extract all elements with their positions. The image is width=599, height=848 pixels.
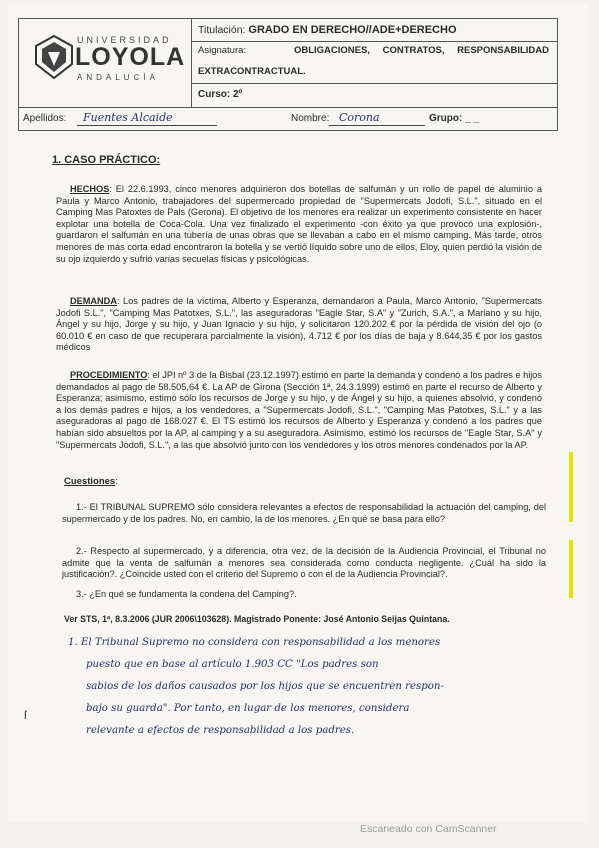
asignatura-value-line1: OBLIGACIONES, CONTRATOS, RESPONSABILIDAD: [293, 45, 549, 56]
asignatura-value-line2: EXTRACONTRACTUAL.: [198, 66, 306, 77]
grupo-label: Grupo: _ _: [429, 113, 480, 124]
university-logo: [19, 19, 192, 107]
hechos-text: : El 22.6.1993, cinco menores adquirieron dos botellas de salfumán y un rollo de papel de aluminio a Paula y Marco Antonio, trabajadores del supermercado propiedad de "Supermercats Jodofi, S.L.", situado en el Camping Mas Patoxtes de Pals (Gerona). El objetivo de los menores era realizar un experimento consistente en hacer explotar una botella de Coca-Cola. Una vez finalizado el experimento -con éxito ya que provocó una explosión-, guardaron el salfumán en una tubería de unas obras que se llevaban a cabo en el mismo camping. Más tarde, otros menores de más corta edad encontraron la botella y se vertió líquido sobre uno de ellos, Eloy, quien perdió la visión de su ojo izquierdo y sufrió varias secuelas físicas y psicológicas.: [56, 184, 542, 264]
demanda-paragraph: [56, 296, 542, 354]
titulacion-value: GRADO EN DERECHO//ADE+DERECHO: [248, 24, 457, 36]
question-3: 3.- ¿En qué se fundamenta la condena del Camping?.: [76, 589, 297, 599]
apellidos-underline: [77, 125, 217, 126]
cuestiones-label: Cuestiones: [64, 476, 116, 487]
demanda-text: : Los padres de la víctima, Alberto y Esperanza, demandaron a Paula, Marco Antonio, "Supermercats Jodofi S.L.", "Camping Mas Patotxes, S.L.", las aseguradoras "Eagle Star, S.A" y "Zurich, S.A.", a Mariano y su hijo, Ángel y su hijo, Jorge y su hijo, y Juan Ignacio y su hijo, y solicitaron 120.202 € por la pérdida de visión del ojo (o 60.010 € en caso de que recuperara parcialmente la visión), 4.712 € por los días de baja y 8.644,35 € por los gastos médicos: [56, 296, 542, 353]
procedimiento-label: PROCEDIMIENTO: [70, 370, 148, 380]
hechos-paragraph: [56, 184, 542, 265]
highlight-mark: [569, 452, 573, 522]
asignatura-row: [192, 41, 557, 84]
header-box: [18, 18, 558, 108]
answer-line: bajo su guarda". Por tanto, en lugar de los menores, considera: [86, 703, 410, 714]
demanda-label: DEMANDA: [70, 296, 117, 306]
margin-mark: ſ: [24, 708, 27, 722]
answer-line: relevante a efectos de responsabilidad a los padres.: [86, 725, 355, 736]
logo-text-bottom: ANDALUCÍA: [77, 73, 159, 82]
procedimiento-paragraph: [56, 370, 542, 451]
answer-line: sabios de los daños causados por los hijos que se encuentren respon-: [86, 681, 444, 692]
question-1: 1.- El TRIBUNAL SUPREMO sólo considera relevantes a efectos de responsabilidad la actuación del camping, del supermercado y de los padres. No, en cambio, la de los menores. ¿En qué se basa para ello?: [62, 502, 546, 524]
nombre-value[interactable]: Corona: [339, 111, 380, 124]
asignatura-label: Asignatura:: [198, 45, 247, 56]
curso-row: [192, 83, 557, 106]
apellidos-label: Apellidos:: [23, 113, 67, 124]
nombre-underline: [329, 125, 425, 126]
case-title: 1. CASO PRÁCTICO:: [52, 154, 161, 166]
highlight-mark: [569, 540, 573, 598]
hechos-label: HECHOS: [70, 184, 110, 194]
answer-line: puesto que en base al artículo 1.903 CC "Los padres son: [86, 659, 379, 670]
answer-line: 1. El Tribunal Supremo no considera con responsabilidad a los menores: [68, 637, 441, 648]
student-row: [18, 108, 558, 131]
titulacion-row: [192, 19, 557, 42]
logo-text-main: LOYOLA: [75, 43, 186, 71]
procedimiento-text: : el JPI nº 3 de la Bisbal (23.12.1997) estimó en parte la demanda y condenó a los padres e hijos demandados al pago de 58.505,64 €. La AP de Girona (Sección 1ª, 24.3.1999) estimó en parte el recurso de Alberto y Esperanza; asimismo, estimó sólo los recursos de Jorge y su hijo, y de Ángel y su hijo, a quienes absolvió, y condenó a los demás padres e hijos, a los vendedores, a "Supermercats Jodofi, S.L.", "Camping Mas Patotxes, S.L." y a las aseguradoras al pago de 168.027 €. El TS estimó los recursos de Alberto y Esperanza y condenó a los padres que habían sido absueltos por la AP, al camping y a su aseguradora. Asimismo, estimó los recursos de "Eagle Star, S.A" y "Supermercats Jodofi, S.L.", a las que absolvió junto con los vendedores y los otros menores condenados por la AP.: [56, 370, 542, 450]
curso-label: Curso: 2º: [198, 89, 243, 100]
header-info: [192, 19, 557, 107]
logo-emblem-icon: [34, 34, 74, 80]
titulacion-label: Titulación:: [198, 24, 246, 36]
reference-line: Ver STS, 1ª, 8.3.2006 (JUR 2006\103628). Magistrado Ponente: José Antonio Seijas Quintana.: [64, 614, 450, 624]
handwritten-answer[interactable]: [68, 632, 546, 742]
scanner-watermark: Escaneado con CamScanner: [360, 823, 497, 835]
logo-text-top: UNIVERSIDAD: [77, 35, 172, 45]
question-2: 2.- Respecto al supermercado, y a diferencia, otra vez, de la decisión de la Audiencia Provincial, el Tribunal no admite que la venta de salfumán a menores sea considerada como conducta negligente. ¿Cuál ha sido la justificación?. ¿Coincide usted con el criterio del Supremo o con el de la Audiencia Provincial?.: [62, 546, 546, 580]
nombre-label: Nombre:: [291, 113, 330, 124]
apellidos-value[interactable]: Fuentes Alcaide: [83, 111, 173, 124]
cuestiones-heading: Cuestiones:: [64, 476, 118, 487]
